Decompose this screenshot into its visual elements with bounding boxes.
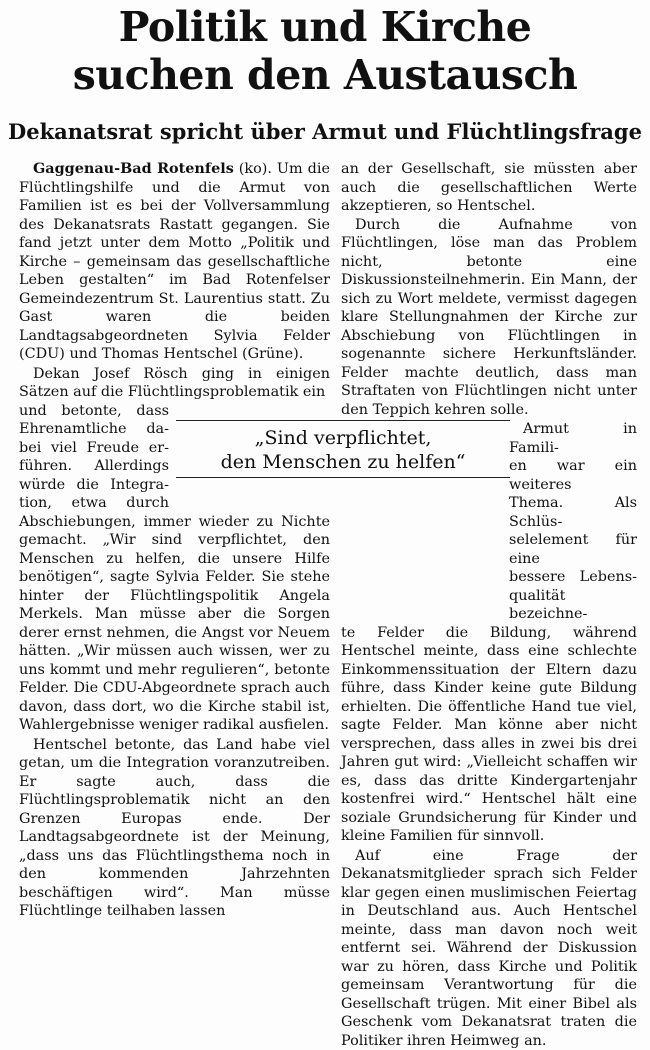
subheadline: Dekanatsrat spricht über Armut und Flüchtlingsfrage (0, 118, 650, 146)
wrap-line: führen. Allerdings (19, 457, 169, 476)
wrap-line: tion, etwa durch (19, 494, 169, 513)
paragraph-r2: Durch die Aufnahme von Flüchtlingen, löse man das Problem nicht, betonte eine Diskussionsteilnehmerin. Ein Mann, der sich zu Wort meldete, vermisst dagegen klare Stellungnahmen der Kirche zur Abschiebung von Flüchtlingen in sogenannte sichere Herkunftsländer. Felder machte deutlich, dass man Straftaten von Flüchtlingen nicht unter den Teppich kehren solle. (341, 216, 637, 420)
wrap-line: würde die Integra- (19, 476, 169, 495)
pull-quote-line-1: „Sind verpflichtet, (176, 426, 510, 450)
paragraph-2-continued: Abschiebungen, immer wieder zu Nichte gemacht. „Wir sind verpflichtet, den Menschen zu helfen, die unsere Hilfe benötigen“, sagte Sylvia Felder. Sie stehe hinter der Flüchtlingspolitik Angela Merkels. Man müsse aber die Sorgen derer ernst nehmen, die Angst vor Neuem hätten. „Wir müssen auch wissen, wer zu uns kommt und mehr regulieren“, betonte Felder. Die CDU-Abgeordnete sprach auch davon, dass dort, wo die Kirche stabil ist, Wahlergebnisse weniger radikal ausfielen. (19, 513, 330, 735)
wrap-line: Armut in Famili- (509, 420, 637, 457)
paragraph-2-start: Dekan Josef Rösch ging in einigen Sätzen auf die Flüchtlingsproblematik ein (19, 365, 330, 402)
wrap-line: selelement für eine (509, 531, 637, 568)
article-column-right (341, 160, 637, 1050)
paragraph-3: Hentschel betonte, das Land habe viel getan, um die Integration voranzutreiben. Er sagte auch, dass die Flüchtlingsproblematik nicht an den Grenzen Europas ende. Der Landtagsabgeordnete ist der Meinung, „dass uns das Flüchtlingsthema noch in den kommenden Jahrzehnten beschäftigen wird“. Man müsse Flüchtlinge teilhaben lassen (19, 736, 330, 921)
wrap-line: und betonte, dass (19, 402, 169, 421)
pull-quote (176, 420, 510, 478)
dateline: Gaggenau-Bad Rotenfels (33, 160, 234, 177)
headline-line-1: Politik und Kirche (0, 4, 650, 50)
paragraph-1 (19, 160, 330, 364)
wrap-line: Ehrenamtliche da- (19, 420, 169, 439)
wrap-line: bessere Lebens- (509, 568, 637, 587)
wrap-line: Thema. Als Schlüs- (509, 494, 637, 531)
wrap-line: bei viel Freude er- (19, 439, 169, 458)
paragraph-r4: Auf eine Frage der Dekanatsmitglieder sprach sich Felder klar gegen einen muslimischen Feiertag in Deutschland aus. Auch Hentschel meinte, dass man davon noch weit entfernt sei. Während der Diskussion war zu hören, dass Kirche und Politik gemeinsam Verantwortung für die Gesellschaft trügen. Mit einer Bibel als Geschenk vom Dekanatsrat traten die Politiker ihren Heimweg an. (341, 847, 637, 1050)
paragraph-r3-continued: te Felder die Bildung, während Hentschel meinte, dass eine schlechte Einkommenssituation der Eltern dazu führe, dass Kinder keine gute Bildung erhielten. Die öffentliche Hand tue viel, sagte Felder. Man könne aber nicht versprechen, dass alles in zwei bis drei Jahren gut wird: „Vielleicht schaffen wir es, dass das dritte Kindergartenjahr kostenfrei wird.“ Hentschel hält eine soziale Grundsicherung für Kinder und kleine Familien für sinnvoll. (341, 624, 637, 846)
paragraph-1-text: (ko). Um die Flüchtlingshilfe und die Armut von Familien ist es bei der Vollversammlung des Dekanatsrats Rastatt gegangen. Sie fand jetzt unter dem Motto „Politik und Kirche – gemeinsam das gesellschaftliche Leben gestalten“ im Bad Rotenfelser Gemeindezentrum St. Laurentius statt. Zu Gast waren die beiden Landtagsabgeordneten Sylvia Felder (CDU) und Thomas Hentschel (Grüne). (19, 161, 330, 362)
paragraph-2-wrap (19, 402, 169, 513)
paragraph-r1: an der Gesellschaft, sie müssten aber auch die gesellschaftlichen Werte akzeptieren, so Hentschel. (341, 160, 637, 216)
headline-line-2: suchen den Austausch (0, 52, 650, 98)
wrap-line: en war ein weiteres (509, 457, 637, 494)
wrap-line: qualität bezeichne- (509, 587, 637, 624)
article-column-left (19, 160, 330, 921)
paragraph-r3-wrap (509, 420, 637, 624)
pull-quote-line-2: den Menschen zu helfen“ (176, 450, 510, 474)
